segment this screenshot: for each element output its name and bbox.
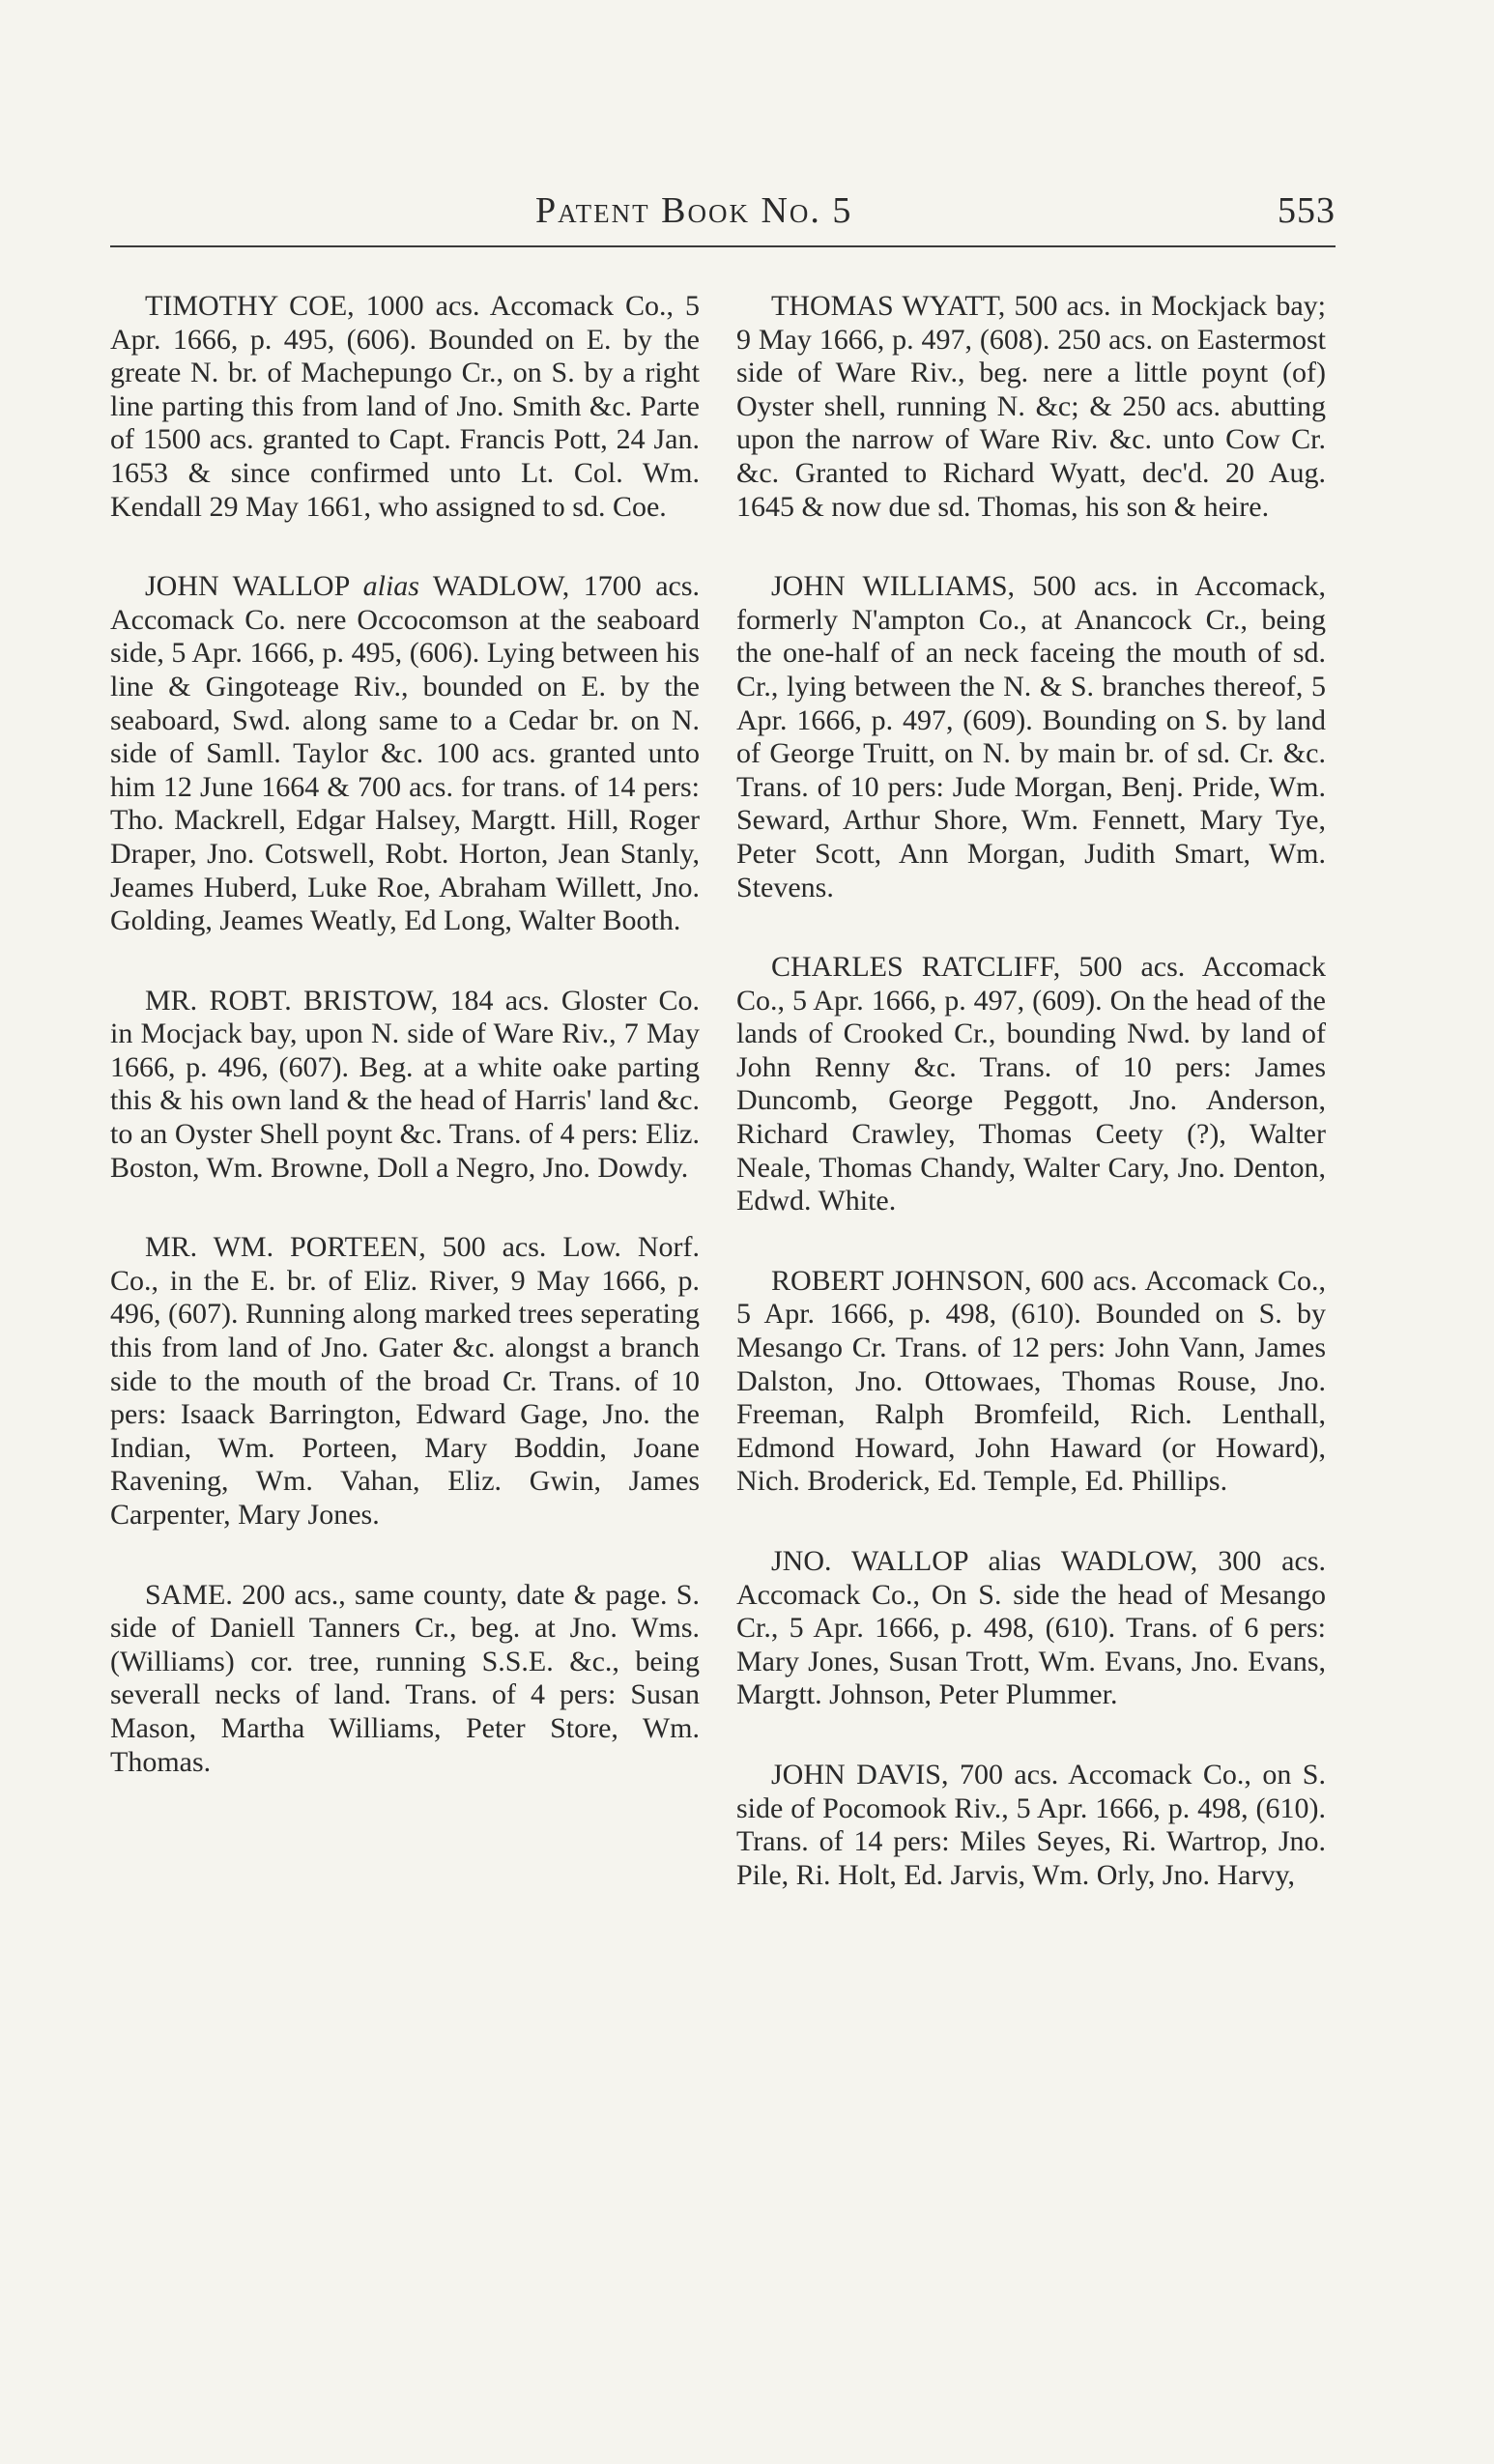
patent-entry-john-williams [736, 570, 1326, 904]
patent-entry-john-davis [736, 1759, 1326, 1892]
patent-entry-thomas-wyatt [736, 290, 1326, 524]
entry-text: JOHN DAVIS, 700 acs. Accomack Co., on S. side of Pocomook Riv., 5 Apr. 1666, p. 498, (610). Trans. of 14 pers: Miles Seyes, Ri. Wartrop, Jno. Pile, Ri. Holt, Ed. Jarvis, Wm. Orly, Jno. Harvy, [736, 1758, 1326, 1891]
entry-text: THOMAS WYATT, 500 acs. in Mockjack bay; 9 May 1666, p. 497, (608). 250 acs. on Eastermost side of Ware Riv., beg. nere a little poynt (of) Oyster shell, running N. &c; & 250 acs. abutting upon the narrow of Ware Riv. &c. unto Cow Cr. &c. Granted to Richard Wyatt, dec'd. 20 Aug. 1645 & now due sd. Thomas, his son & heire. [736, 290, 1326, 523]
entry-name: JOHN WALLOP [145, 570, 363, 603]
entry-alias: alias [362, 570, 419, 603]
running-header-title: Patent Book No. 5 [535, 190, 853, 231]
entry-text: TIMOTHY COE, 1000 acs. Accomack Co., 5 Apr. 1666, p. 495, (606). Bounded on E. by the greate N. br. of Machepungo Cr., on S. by a right line parting this from land of Jno. Smith &c. Parte of 1500 acs. granted to Capt. Francis Pott, 24 Jan. 1653 & since confirmed unto Lt. Col. Wm. Kendall 29 May 1661, who assigned to sd. Coe. [110, 290, 700, 523]
entry-text: CHARLES RATCLIFF, 500 acs. Accomack Co., 5 Apr. 1666, p. 497, (609). On the head of the lands of Crooked Cr., bounding Nwd. by land of John Renny &c. Trans. of 10 pers: James Duncomb, George Peggott, Jno. Anderson, Richard Crawley, Thomas Ceety (?), Walter Neale, Thomas Chandy, Walter Cary, Jno. Denton, Edwd. White. [736, 951, 1326, 1218]
patent-entry-john-wallop [110, 570, 700, 938]
page-header [110, 189, 1336, 240]
entry-text: JOHN WILLIAMS, 500 acs. in Accomack, formerly N'ampton Co., at Anancock Cr., being the one-half of an neck faceing the mouth of sd. Cr., lying between the N. & S. branches thereof, 5 Apr. 1666, p. 497, (609). Bounding on S. by land of George Truitt, on N. by main br. of sd. Cr. &c. Trans. of 10 pers: Jude Morgan, Benj. Pride, Wm. Seward, Arthur Shore, Wm. Fennett, Mary Tye, Peter Scott, Ann Morgan, Judith Smart, Wm. Stevens. [736, 570, 1326, 903]
right-column [736, 290, 1326, 1938]
entry-text: WADLOW, 1700 acs. Accomack Co. nere Occocomson at the seaboard side, 5 Apr. 1666, p. 495, (606). Lying between his line & Gingoteage Riv., bounded on E. by the seaboard, Swd. along same to a Cedar br. on N. side of Samll. Taylor &c. 100 acs. granted unto him 12 June 1664 & 700 acs. for trans. of 14 pers: Tho. Mackrell, Edgar Halsey, Margtt. Hill, Roger Draper, Jno. Cotswell, Robt. Horton, Jean Stanly, Jeames Huberd, Luke Roe, Abraham Willett, Jno. Golding, Jeames Weatly, Ed Long, Walter Booth. [110, 570, 701, 937]
entry-text: ROBERT JOHNSON, 600 acs. Accomack Co., 5 Apr. 1666, p. 498, (610). Bounded on S. by Mesango Cr. Trans. of 12 pers: John Vann, James Dalston, Jno. Ottowaes, Thomas Rouse, Jno. Freeman, Ralph Bromfeild, Rich. Lenthall, Edmond Howard, John Haward (or Howard), Nich. Broderick, Ed. Temple, Ed. Phillips. [736, 1264, 1326, 1498]
patent-entry-wm-porteen [110, 1231, 700, 1532]
header-rule [110, 245, 1336, 247]
patent-entry-timothy-coe [110, 290, 700, 524]
patent-entry-same [110, 1579, 700, 1780]
patent-entry-jno-wallop [736, 1545, 1326, 1712]
entry-text: MR. ROBT. BRISTOW, 184 acs. Gloster Co. in Mocjack bay, upon N. side of Ware Riv., 7 May 1666, p. 496, (607). Beg. at a white oake parting this & his own land & the head of Harris' land &c. to an Oyster Shell poynt &c. Trans. of 4 pers: Eliz. Boston, Wm. Browne, Doll a Negro, Jno. Dowdy. [110, 984, 700, 1184]
left-column [110, 290, 700, 1825]
page-number: 553 [1278, 190, 1336, 231]
entry-text: MR. WM. PORTEEN, 500 acs. Low. Norf. Co., in the E. br. of Eliz. River, 9 May 1666, p. 496, (607). Running along marked trees seperating this from land of Jno. Gater &c. alongst a branch side to the mouth of the broad Cr. Trans. of 10 pers: Isaack Barrington, Edward Gage, Jno. the Indian, Wm. Porteen, Mary Boddin, Joane Ravening, Wm. Vahan, Eliz. Gwin, James Carpenter, Mary Jones. [110, 1231, 700, 1531]
patent-entry-robt-bristow [110, 985, 700, 1186]
entry-text: SAME. 200 acs., same county, date & page. S. side of Daniell Tanners Cr., beg. at Jno. Wms. (Williams) cor. tree, running S.S.E. &c., being severall necks of land. Trans. of 4 pers: Susan Mason, Martha Williams, Peter Store, Wm. Thomas. [110, 1578, 700, 1778]
patent-entry-charles-ratcliff [736, 951, 1326, 1218]
entry-text: JNO. WALLOP alias WADLOW, 300 acs. Accomack Co., On S. side the head of Mesango Cr., 5 Apr. 1666, p. 498, (610). Trans. of 6 pers: Mary Jones, Susan Trott, Wm. Evans, Jno. Evans, Margtt. Johnson, Peter Plummer. [736, 1545, 1326, 1711]
patent-entry-robert-johnson [736, 1265, 1326, 1499]
